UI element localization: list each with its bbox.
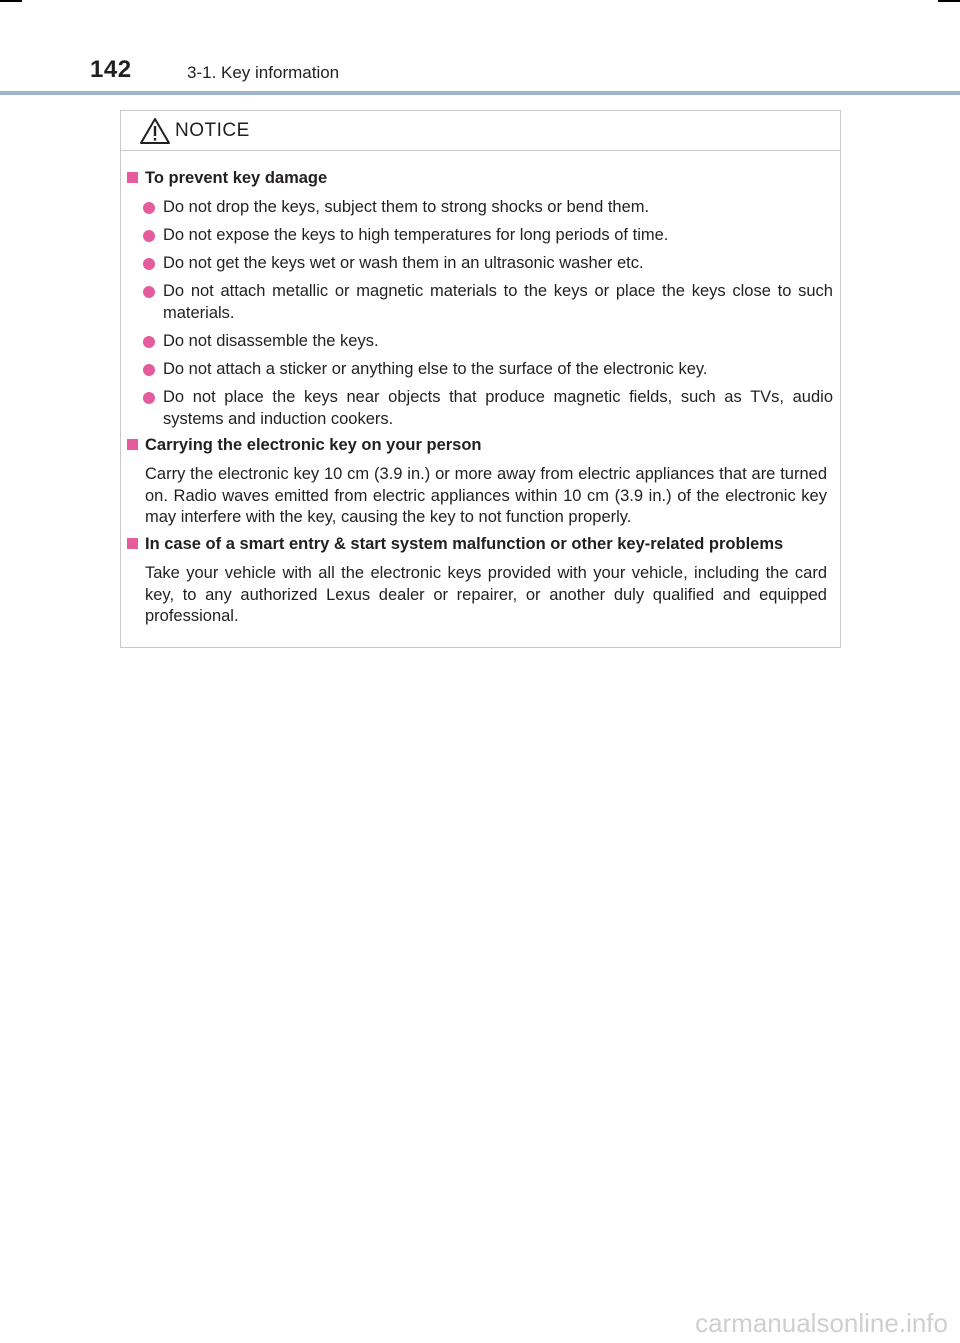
list-item: Do not drop the keys, subject them to strong shocks or bend them.: [143, 197, 833, 219]
round-bullet-icon: [143, 392, 155, 404]
section-heading-key-damage: To prevent key damage: [127, 169, 327, 188]
page-number: 142: [90, 56, 132, 83]
list-item: Do not place the keys near objects that produce magnetic fields, such as TVs, audio systems and induction cookers.: [143, 387, 833, 430]
round-bullet-icon: [143, 202, 155, 214]
notice-header: [121, 111, 840, 151]
paragraph-carrying-key: Carry the electronic key 10 cm (3.9 in.) or more away from electric appliances that are turned on. Radio waves emitted from electric appliances within 10 cm (3.9 in.) of the electronic key may interfere with the key, causing the key to not function properly.: [145, 465, 827, 526]
round-bullet-icon: [143, 258, 155, 270]
notice-label: NOTICE: [175, 120, 250, 141]
round-bullet-icon: [143, 364, 155, 376]
page-header: [0, 0, 960, 96]
section-heading-carrying-key: Carrying the electronic key on your person: [127, 436, 482, 455]
list-item: Do not attach metallic or magnetic materials to the keys or place the keys close to such materials.: [143, 281, 833, 324]
round-bullet-icon: [143, 336, 155, 348]
paragraph-malfunction: Take your vehicle with all the electronic keys provided with your vehicle, including the card key, to any authorized Lexus dealer or repairer, or another duly qualified and equipped professional.: [145, 564, 827, 625]
square-bullet-icon: [127, 538, 138, 549]
list-item: Do not disassemble the keys.: [143, 331, 833, 353]
section-title: 3-1. Key information: [187, 63, 340, 82]
square-bullet-icon: [127, 439, 138, 450]
round-bullet-icon: [143, 286, 155, 298]
list-item: Do not attach a sticker or anything else to the surface of the electronic key.: [143, 359, 833, 381]
round-bullet-icon: [143, 230, 155, 242]
list-item: Do not get the keys wet or wash them in an ultrasonic washer etc.: [143, 253, 833, 275]
watermark: carmanualsonline.info: [695, 1308, 948, 1338]
notice-box: [120, 110, 841, 648]
header-rule: [0, 91, 960, 95]
list-item: Do not expose the keys to high temperatures for long periods of time.: [143, 225, 833, 247]
section-heading-malfunction: In case of a smart entry & start system malfunction or other key-related problems: [127, 535, 783, 554]
warning-triangle-icon: [139, 117, 171, 145]
square-bullet-icon: [127, 172, 138, 183]
